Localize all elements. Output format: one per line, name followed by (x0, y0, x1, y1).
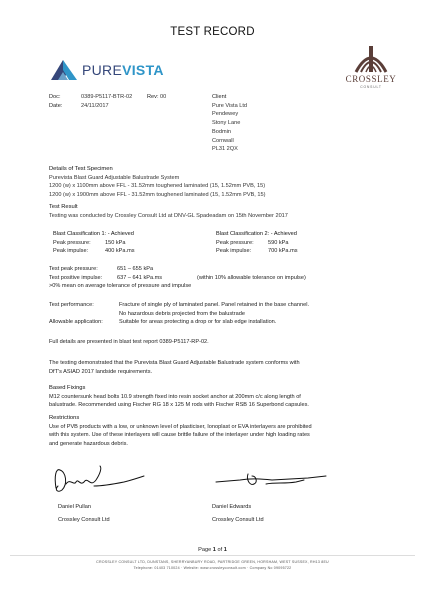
restrictions-line: Use of PVB products with a low, or unknown level of plasticiser, Ionoplast or EVA interlayers are prohibited (49, 423, 312, 430)
date-label: Date: (49, 102, 63, 109)
impulse-label: Peak impulse: (53, 248, 89, 255)
performance-line: No hazardous debris projected from the balustrade (119, 310, 245, 317)
conclusion-line: DfT's ASIAD 2017 landside requirements. (49, 368, 153, 375)
result-heading: Test Result (49, 204, 78, 210)
pressure-value: 590 kPa (268, 239, 289, 246)
pressure-label: Peak pressure: (53, 239, 91, 246)
client-line: Pure Vista Ltd (212, 102, 248, 109)
crossley-subtitle: CONSULT (360, 85, 382, 89)
footer-address: CROSSLEY CONSULT LTD, DUNSTANS, SHERRYANBURY ROAD, PARTRIDGE GREEN, HORSHAM, WEST SUSSEX, RH13 8EU (96, 560, 329, 564)
page-number: Page 1 of 1 (198, 547, 227, 553)
signatory-1 (58, 503, 198, 524)
crossley-logo (336, 40, 406, 102)
signatory-name: Daniel Edwards (212, 504, 252, 510)
client-line: Cornwall (212, 137, 234, 144)
impulse-value: 700 kPa.ms (268, 248, 298, 255)
test-positive-impulse-label: Test positive impulse: (49, 274, 103, 281)
specimen-line: 1200 (w) x 1100mm above FFL - 31.52mm toughened laminated (15, 1.52mm PVB, 15) (49, 183, 266, 190)
application-label: Allowable application: (49, 319, 103, 326)
crossley-wordmark: CROSSLEY (345, 74, 397, 84)
specimen-heading: Details of Test Specimen (49, 166, 113, 172)
client-block (212, 93, 247, 154)
full-details: Full details are presented in blast test report 0389-P5117-RP-02. (49, 339, 209, 345)
test-peak-pressure-label: Test peak pressure: (49, 266, 98, 272)
doc-label: Doc: (49, 94, 61, 100)
performance-line: Fracture of single ply of laminated panel. Panel retained in the base channel. (119, 302, 309, 308)
client-line: Bodmin (212, 128, 231, 135)
restrictions-line: and generate hazardous debris. (49, 441, 128, 448)
test-positive-impulse-value: 637 – 641 kPa.ms (117, 274, 163, 281)
fixings-heading: Based Fixings (49, 385, 86, 391)
pressure-label: Peak pressure: (216, 239, 254, 246)
performance-section (49, 301, 399, 327)
result-section (49, 203, 389, 220)
purevista-chevron-logo-icon (49, 56, 79, 84)
signatory-company: Crossley Consult Ltd (212, 516, 264, 523)
signature-daniel-edwards (212, 470, 332, 492)
fixings-section (49, 384, 404, 410)
footer-contact: Telephone: 01403 710024 · Website: www.crossleyconsult.com · Company No 09095722 (133, 566, 292, 570)
test-peak-section (49, 265, 394, 291)
crossley-arch-logo-icon (336, 40, 406, 74)
rev-number: 00 (160, 94, 167, 100)
tolerance-note: (within 10% allowable tolerance on impulse) (197, 274, 306, 281)
footer-divider (10, 555, 415, 556)
conclusion (49, 359, 399, 376)
signatory-company: Crossley Consult Ltd (58, 516, 110, 523)
specimen-line: Purevista Blast Guard Adjustable Balustrade System (49, 174, 180, 181)
client-line: Stony Lane (212, 120, 241, 127)
restrictions-heading: Restrictions (49, 415, 80, 421)
test-peak-pressure-value: 651 – 655 kPa (117, 266, 154, 272)
restrictions-line: with this system. Use of these interlayers will cause brittle failure of the interlayer under high loading rates (49, 432, 310, 439)
page-title: TEST RECORD (170, 26, 255, 38)
classification-heading: Blast Classification 2: - Achieved (216, 231, 297, 237)
signatory-name: Daniel Pullan (58, 504, 91, 510)
doc-meta (49, 93, 166, 110)
purevista-wordmark: PUREVISTA (82, 62, 164, 78)
specimen-section (49, 165, 389, 200)
pressure-value: 150 kPa (105, 239, 126, 246)
impulse-value: 400 kPa.ms (105, 248, 135, 255)
classification-1 (53, 230, 203, 256)
application-value: Suitable for areas protecting a drop or for slab edge installation. (119, 319, 277, 326)
fixings-line: M12 countersunk head bolts 10.9 strength fixed into resin socket anchor at 200mm c/c along length of (49, 393, 301, 400)
rev-label: Rev: (147, 94, 159, 100)
client-line: PL31 2QX (212, 146, 238, 153)
doc-number: 0389-P5117-BTR-02 (81, 94, 133, 100)
specimen-line: 1200 (w) x 1900mm above FFL - 31.52mm toughened laminated (15, 1.52mm PVB, 15) (49, 192, 266, 199)
signatory-2 (212, 503, 352, 524)
signature-daniel-pullan (50, 462, 150, 496)
result-text: Testing was conducted by Crossley Consult Ltd at DNV-GL Spadeadam on 15th November 2017 (49, 212, 288, 219)
doc-date: 24/11/2017 (81, 102, 109, 109)
mean-note: >0% mean on average tolerance of pressure and impulse (49, 283, 192, 290)
restrictions-section (49, 414, 409, 449)
impulse-label: Peak impulse: (216, 248, 252, 255)
purevista-logo (49, 56, 164, 84)
fixings-line: balustrade. Recommended using Fischer RG 18 x 125 M rods with Fischer RSB 16 Superbond capsules. (49, 402, 309, 409)
conclusion-line: The testing demonstrated that the Purevista Blast Guard Adjustable Balustrade system conforms with (49, 360, 300, 366)
performance-label: Test performance: (49, 302, 94, 308)
classification-2 (216, 230, 366, 256)
classification-heading: Blast Classification 1: - Achieved (53, 231, 134, 237)
client-label: Client (212, 94, 227, 100)
client-line: Pendewey (212, 111, 239, 118)
